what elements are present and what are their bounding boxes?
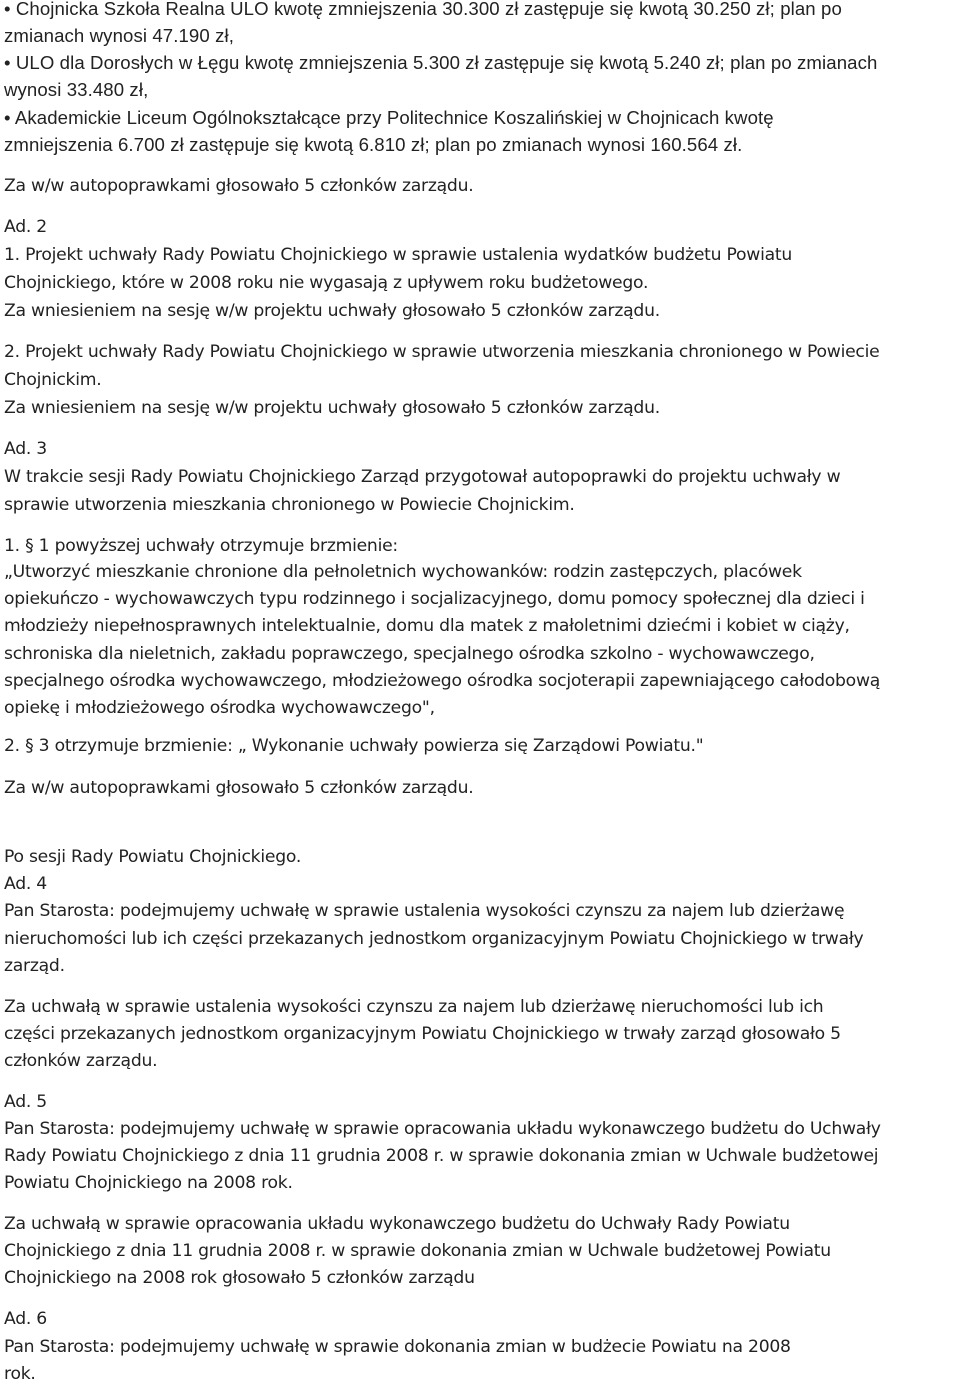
section-heading: Ad. 6	[4, 1309, 47, 1329]
paragraph-line: nieruchomości lub ich części przekazanych jednostkom organizacyjnym Powiatu Chojnickiego w trwały	[4, 929, 864, 949]
vote-statement: członków zarządu.	[4, 1051, 158, 1071]
paragraph-line: rok.	[4, 1364, 36, 1384]
section-heading: Ad. 5	[4, 1092, 47, 1112]
vote-statement: Za w/w autopoprawkami głosowało 5 członków zarządu.	[4, 778, 474, 798]
paragraph-line: Pan Starosta: podejmujemy uchwałę w sprawie opracowania układu wykonawczego budżetu do Uchwały	[4, 1119, 881, 1139]
bullet-item-chojnicka-szkola: • Chojnicka Szkoła Realna ULO kwotę zmniejszenia 30.300 zł zastępuje się kwotą 30.250 zł; plan po	[4, 0, 842, 19]
quoted-paragraph-line: „Utworzyć mieszkanie chronione dla pełnoletnich wychowanków: rodzin zastępczych, placówek	[4, 562, 802, 582]
vote-statement: Za wniesieniem na sesję w/w projektu uchwały głosowało 5 członków zarządu.	[4, 301, 660, 321]
bullet-item-continuation: zmniejszenia 6.700 zł zastępuje się kwotą 6.810 zł; plan po zmianach wynosi 160.564 zł.	[4, 134, 743, 155]
bullet-item-continuation: zmianach wynosi 47.190 zł,	[4, 25, 234, 46]
vote-statement: części przekazanych jednostkom organizacyjnym Powiatu Chojnickiego w trwały zarząd głosowało 5	[4, 1024, 841, 1044]
bullet-item-ulo-dorosli: • ULO dla Dorosłych w Łęgu kwotę zmniejszenia 5.300 zł zastępuje się kwotą 5.240 zł; plan po zmianach	[4, 52, 878, 73]
paragraph-line: 1. Projekt uchwały Rady Powiatu Chojnickiego w sprawie ustalenia wydatków budżetu Powiatu	[4, 245, 793, 265]
paragraph-line: 2. § 3 otrzymuje brzmienie: „ Wykonanie uchwały powierza się Zarządowi Powiatu."	[4, 736, 704, 756]
bullet-item-continuation: wynosi 33.480 zł,	[4, 79, 149, 100]
vote-statement: Chojnickiego na 2008 rok głosowało 5 członków zarządu	[4, 1268, 475, 1288]
paragraph-line: W trakcie sesji Rady Powiatu Chojnickiego Zarząd przygotował autopoprawki do projektu uchwały w	[4, 467, 841, 487]
paragraph-line: Po sesji Rady Powiatu Chojnickiego.	[4, 847, 302, 867]
vote-statement: Za uchwałą w sprawie opracowania układu wykonawczego budżetu do Uchwały Rady Powiatu	[4, 1214, 790, 1234]
section-heading: Ad. 2	[4, 217, 47, 237]
paragraph-line: sprawie utworzenia mieszkania chronionego w Powiecie Chojnickim.	[4, 495, 575, 515]
quoted-paragraph-line: opiekuńczo - wychowawczych typu rodzinnego i socjalizacyjnego, domu pomocy społecznej dla dzieci i	[4, 589, 865, 609]
paragraph-line: Chojnickiego, które w 2008 roku nie wygasają z upływem roku budżetowego.	[4, 273, 649, 293]
quoted-paragraph-line: młodzieży niepełnosprawnych intelektualnie, domu dla matek z małoletnimi dziećmi i kobiet w ciąży,	[4, 616, 850, 636]
paragraph-line: 1. § 1 powyższej uchwały otrzymuje brzmienie:	[4, 536, 398, 556]
paragraph-line: Rady Powiatu Chojnickiego z dnia 11 grudnia 2008 r. w sprawie dokonania zmian w Uchwale budżetowej	[4, 1146, 879, 1166]
bullet-item-akademickie-lo: • Akademickie Liceum Ogólnokształcące przy Politechnice Koszalińskiej w Chojnicach kwotę	[4, 107, 774, 128]
vote-statement: Chojnickiego z dnia 11 grudnia 2008 r. w sprawie dokonania zmian w Uchwale budżetowej Powiatu	[4, 1241, 831, 1261]
vote-statement: Za w/w autopoprawkami głosowało 5 członków zarządu.	[4, 176, 474, 196]
paragraph-line: Pan Starosta: podejmujemy uchwałę w sprawie dokonania zmian w budżecie Powiatu na 2008	[4, 1337, 791, 1357]
section-heading: Ad. 3	[4, 439, 47, 459]
paragraph-line: zarząd.	[4, 956, 65, 976]
vote-statement: Za wniesieniem na sesję w/w projektu uchwały głosowało 5 członków zarządu.	[4, 398, 660, 418]
quoted-paragraph-line: specjalnego ośrodka wychowawczego, młodzieżowego ośrodka socjoterapii zapewniającego całodobową	[4, 671, 881, 691]
paragraph-line: Chojnickim.	[4, 370, 102, 390]
quoted-paragraph-line: schroniska dla nieletnich, zakładu poprawczego, specjalnego ośrodka szkolno - wychowawczego,	[4, 644, 815, 664]
section-heading: Ad. 4	[4, 874, 47, 894]
vote-statement: Za uchwałą w sprawie ustalenia wysokości czynszu za najem lub dzierżawę nieruchomości lub ich	[4, 997, 824, 1017]
quoted-paragraph-line: opiekę i młodzieżowego ośrodka wychowawczego",	[4, 698, 435, 718]
paragraph-line: Pan Starosta: podejmujemy uchwałę w sprawie ustalenia wysokości czynszu za najem lub dzierżawę	[4, 901, 845, 921]
paragraph-line: Powiatu Chojnickiego na 2008 rok.	[4, 1173, 293, 1193]
paragraph-line: 2. Projekt uchwały Rady Powiatu Chojnickiego w sprawie utworzenia mieszkania chronionego w Powiecie	[4, 342, 880, 362]
